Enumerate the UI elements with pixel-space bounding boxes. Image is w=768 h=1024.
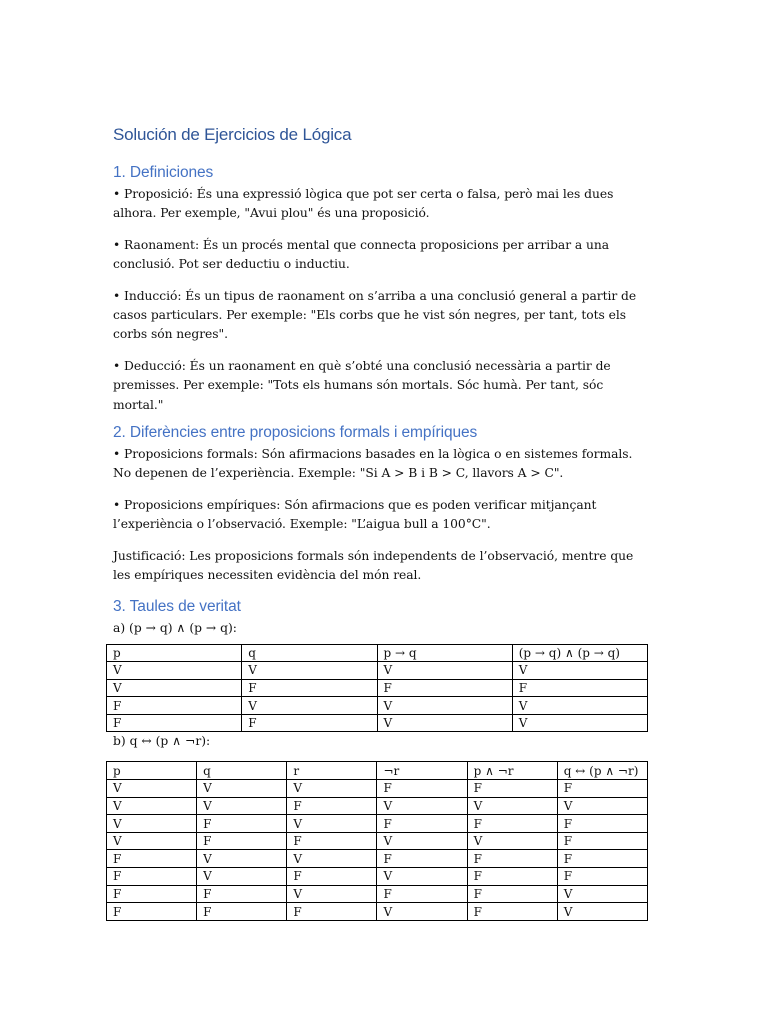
table-b-cell: F [107, 850, 197, 868]
table-a-row [107, 679, 648, 697]
table-a-cell: (p → q) ∧ (p → q) [512, 644, 647, 662]
table-b-cell: F [197, 885, 287, 903]
table-a-cell: V [377, 662, 512, 680]
table-a-header-row [107, 644, 648, 662]
table-b-cell: V [107, 832, 197, 850]
definition-deduction: • Deducció: És un raonament en què s’obté una conclusió necessària a partir de premisses. Per exemple: "Tots els humans són mortals. Sóc humà. Per tant, sóc mortal." [113, 358, 611, 412]
table-b-cell: V [287, 780, 377, 798]
table-b-cell: V [287, 850, 377, 868]
truth-table-a-body [107, 644, 648, 732]
table-b-cell: V [287, 885, 377, 903]
section-heading-differences: 2. Diferències entre proposicions formals i empíriques [113, 424, 478, 442]
table-b-cell: F [467, 885, 557, 903]
table-a-row [107, 697, 648, 715]
table-b-cell: F [107, 903, 197, 921]
truth-table-a-caption: a) (p → q) ∧ (p → q): [113, 620, 237, 635]
table-b-row [107, 868, 648, 886]
table-b-row [107, 780, 648, 798]
definition-induction: • Inducció: És un tipus de raonament on s’arriba a una conclusió general a partir de casos particulars. Per exemple: "Els corbs que he vist són negres, per tant, tots els corbs són negres". [113, 288, 637, 342]
table-a-cell: V [242, 697, 377, 715]
table-b-cell: F [197, 832, 287, 850]
table-b-cell: V [377, 797, 467, 815]
table-b-cell: F [287, 832, 377, 850]
section-heading-definitions: 1. Definiciones [113, 164, 214, 181]
table-a-row [107, 662, 648, 680]
table-b-row [107, 903, 648, 921]
table-b-cell: ¬r [377, 762, 467, 780]
table-b-cell: F [467, 815, 557, 833]
definition-proposition: • Proposició: És una expressió lògica que pot ser certa o falsa, però mai les dues alhora. Per exemple, "Avui plou" és una proposició. [113, 187, 614, 221]
table-b-cell: F [107, 868, 197, 886]
table-a-cell: V [377, 714, 512, 732]
table-b-cell: V [197, 797, 287, 815]
table-b-cell: V [557, 903, 647, 921]
table-b-cell: F [557, 780, 647, 798]
section-heading-truth-tables: 3. Taules de veritat [113, 597, 241, 615]
table-a-cell: F [242, 679, 377, 697]
truth-table-b-body [107, 762, 648, 920]
table-b-cell: r [287, 762, 377, 780]
definition-reasoning: • Raonament: És un procés mental que connecta proposicions per arribar a una conclusió. Pot ser deductiu o inductiu. [113, 237, 610, 272]
table-a-cell: V [242, 662, 377, 680]
table-b-cell: F [377, 885, 467, 903]
table-b-cell: F [467, 868, 557, 886]
table-b-row [107, 797, 648, 815]
table-b-cell: V [557, 885, 647, 903]
table-b-cell: p ∧ ¬r [467, 762, 557, 780]
table-b-cell: F [377, 780, 467, 798]
table-b-cell: V [107, 797, 197, 815]
table-b-header-row [107, 762, 648, 780]
table-b-cell: q [197, 762, 287, 780]
table-b-cell: F [287, 797, 377, 815]
table-b-cell: V [107, 780, 197, 798]
document-page [113, 120, 653, 921]
table-b-cell: F [557, 850, 647, 868]
table-b-cell: F [557, 815, 647, 833]
table-a-cell: F [242, 714, 377, 732]
table-b-row [107, 885, 648, 903]
table-b-cell: F [557, 832, 647, 850]
document-title: Solución de Ejercicios de Lógica [113, 125, 352, 144]
truth-table-b-caption: b) q ↔ (p ∧ ¬r): [113, 734, 211, 749]
table-b-cell: F [467, 780, 557, 798]
table-b-cell: V [467, 797, 557, 815]
table-a-cell: q [242, 644, 377, 662]
table-a-cell: V [377, 697, 512, 715]
table-a-row [107, 714, 648, 732]
table-b-cell: F [377, 815, 467, 833]
table-a-cell: p [107, 644, 242, 662]
table-a-cell: F [107, 714, 242, 732]
table-a-cell: F [107, 697, 242, 715]
table-b-cell: V [557, 797, 647, 815]
table-b-cell: F [197, 815, 287, 833]
table-a-cell: V [512, 662, 647, 680]
table-b-cell: F [377, 850, 467, 868]
table-b-cell: V [377, 832, 467, 850]
table-a-cell: F [377, 679, 512, 697]
table-b-cell: F [557, 868, 647, 886]
table-a-cell: p → q [377, 644, 512, 662]
table-b-row [107, 832, 648, 850]
truth-table-a [106, 644, 648, 733]
table-a-cell: V [107, 662, 242, 680]
table-b-row [107, 850, 648, 868]
table-b-cell: F [287, 903, 377, 921]
empirical-propositions-paragraph: • Proposicions empíriques: Són afirmacions que es poden verificar mitjançant l’experiència o l’observació. Exemple: "L’aigua bull a 100°C". [113, 497, 597, 532]
table-a-cell: V [512, 714, 647, 732]
table-b-cell: V [467, 832, 557, 850]
formal-propositions-paragraph: • Proposicions formals: Són afirmacions basades en la lògica o en sistemes formals. No depenen de l’experiència. Exemple: "Si A > B i B > C, llavors A > C". [113, 447, 633, 481]
table-b-cell: V [377, 903, 467, 921]
table-b-cell: F [107, 885, 197, 903]
truth-table-b [106, 761, 648, 920]
table-b-cell: V [107, 815, 197, 833]
table-b-cell: F [287, 868, 377, 886]
table-b-cell: V [197, 868, 287, 886]
table-b-cell: V [377, 868, 467, 886]
table-b-cell: V [287, 815, 377, 833]
table-a-cell: F [512, 679, 647, 697]
table-a-cell: V [512, 697, 647, 715]
table-b-cell: V [197, 850, 287, 868]
table-b-cell: F [197, 903, 287, 921]
table-b-cell: p [107, 762, 197, 780]
table-b-row [107, 815, 648, 833]
table-a-cell: V [107, 679, 242, 697]
justification-paragraph: Justificació: Les proposicions formals són independents de l’observació, mentre que les empíriques necessiten evidència del món real. [113, 548, 634, 583]
table-b-cell: V [197, 780, 287, 798]
table-b-cell: F [467, 903, 557, 921]
table-b-cell: F [467, 850, 557, 868]
table-b-cell: q ↔ (p ∧ ¬r) [557, 762, 647, 780]
